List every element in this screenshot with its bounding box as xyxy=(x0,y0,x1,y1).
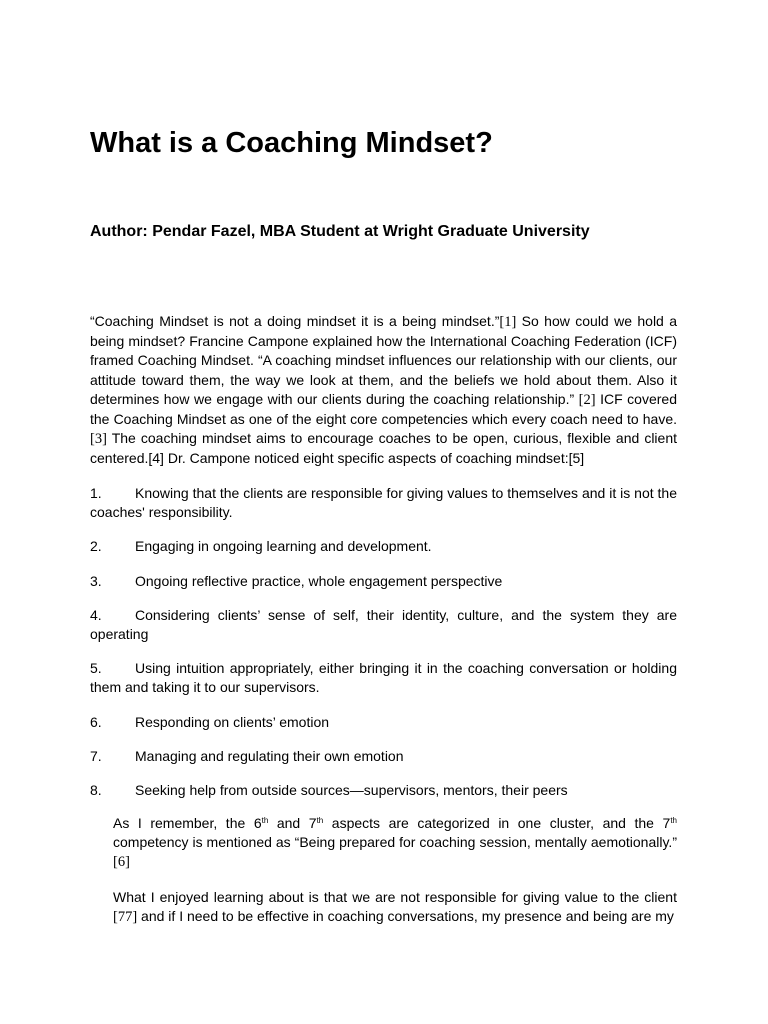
para1-text-a: As I remember, the 6 xyxy=(113,815,262,831)
para1-text-d: competency is mentioned as “Being prepared for coaching session, mentally aemotionally.” xyxy=(113,834,677,851)
list-item xyxy=(90,713,677,732)
enjoyed-paragraph xyxy=(113,888,677,927)
list-item xyxy=(90,659,677,697)
ordinal-suffix: th xyxy=(316,816,324,825)
intro-text-4: The coaching mindset aims to encourage coaches to be open, curious, flexible and client centered.[4] Dr. Campone noticed eight specific aspects of coaching mindset:[5] xyxy=(90,430,677,467)
list-number: 8. xyxy=(90,782,102,799)
list-text: Ongoing reflective practice, whole engagement perspective xyxy=(135,572,503,589)
list-number: 4. xyxy=(90,606,102,623)
document-page xyxy=(90,0,678,1024)
intro-text-2: So how could we hold a being mindset? Francine Campone explained how the International Coaching Federation (ICF) framed Coaching Mindset. “A coaching mindset influences our relationship with our clients, our attitude toward them, the way we look at them, and the beliefs we hold about them. Also it determines how we engage with our clients during the coaching relationship.” xyxy=(90,313,678,407)
para1-text-c: aspects are categorized in one cluster, and the 7 xyxy=(323,815,671,831)
list-number: 6. xyxy=(90,713,102,730)
list-number: 1. xyxy=(90,485,102,501)
footnote-ref-1[interactable]: [1] xyxy=(499,314,517,330)
list-item xyxy=(90,747,677,766)
intro-text-3: ICF covered the Coaching Mindset as one of the eight core competencies which every coach need to have. xyxy=(90,390,677,428)
remember-paragraph xyxy=(113,814,677,873)
footnote-ref-6[interactable]: [6] xyxy=(113,854,130,871)
list-number: 3. xyxy=(90,572,102,589)
list-item xyxy=(90,537,677,556)
list-text: Responding on clients’ emotion xyxy=(135,713,330,730)
list-number: 7. xyxy=(90,747,102,764)
aspects-list xyxy=(90,484,677,815)
intro-text-1: “Coaching Mindset is not a doing mindset it is a being mindset.” xyxy=(90,313,500,329)
para1-text-b: and 7 xyxy=(268,815,317,831)
list-text: Knowing that the clients are responsible for giving values to themselves and it is not the coaches' responsibility. xyxy=(90,485,677,521)
footnote-ref-3[interactable]: [3] xyxy=(90,431,107,448)
para2-text-a: What I enjoyed learning about is that we are not responsible for giving value to the client xyxy=(113,889,677,905)
ordinal-suffix: th xyxy=(670,816,677,825)
list-item xyxy=(90,606,677,644)
para2-text-b: and if I need to be effective in coaching conversations, my presence and being are my xyxy=(137,908,674,925)
list-item xyxy=(90,781,677,800)
list-number: 5. xyxy=(90,660,102,677)
intro-paragraph xyxy=(90,312,677,469)
list-number: 2. xyxy=(90,538,102,555)
list-text: Using intuition appropriately, either bringing it in the coaching conversation or holding them and taking it to our supervisors. xyxy=(90,660,677,696)
ordinal-suffix: th xyxy=(261,816,269,825)
list-text: Managing and regulating their own emotion xyxy=(135,747,404,764)
list-item xyxy=(90,572,677,591)
list-item xyxy=(90,484,677,522)
author-line: Author: Pendar Fazel, MBA Student at Wright Graduate University xyxy=(90,223,590,240)
footnote-ref-77[interactable]: [77] xyxy=(113,909,138,926)
list-text: Considering clients’ sense of self, their identity, culture, and the system they are operating xyxy=(90,606,677,643)
list-text: Seeking help from outside sources—supervisors, mentors, their peers xyxy=(135,782,568,799)
footnote-ref-2[interactable]: [2] xyxy=(578,391,596,408)
list-text: Engaging in ongoing learning and development. xyxy=(135,538,432,555)
page-title: What is a Coaching Mindset? xyxy=(90,127,493,159)
